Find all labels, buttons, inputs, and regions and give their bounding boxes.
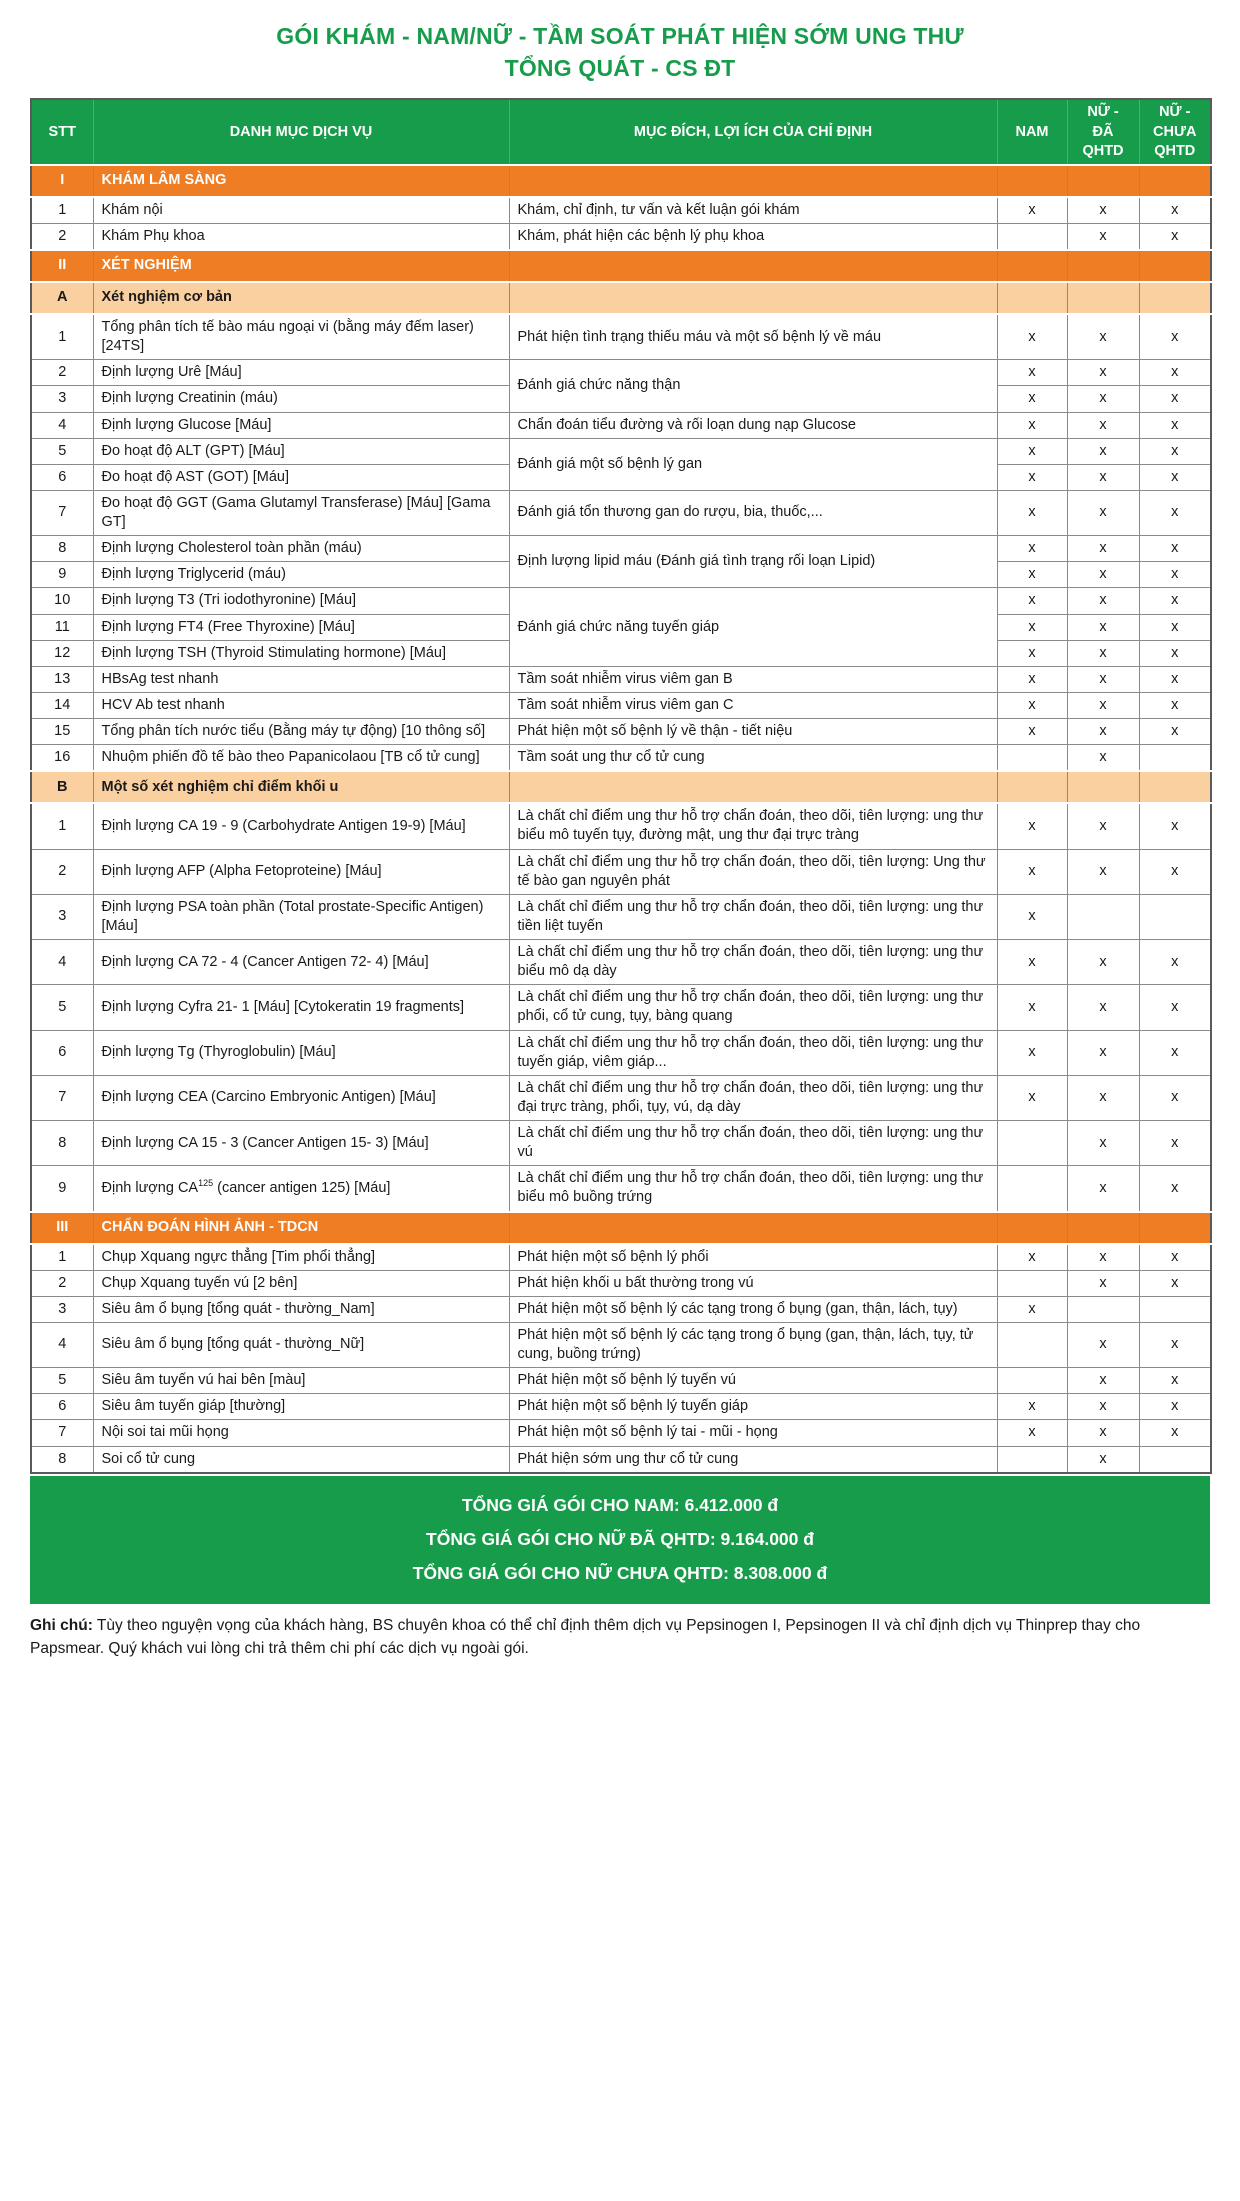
mark-cell-nu-da-qhtd: x bbox=[1067, 1030, 1139, 1075]
purpose-cell: Là chất chỉ điểm ung thư hỗ trợ chẩn đoán, theo dõi, tiên lượng: ung thư tuyến giáp, viêm giáp... bbox=[509, 1030, 997, 1075]
table-row bbox=[31, 803, 1211, 849]
mark-cell-nam bbox=[997, 1212, 1067, 1244]
mark-cell-nam: x bbox=[997, 464, 1067, 490]
mark-cell-nu-chua-qhtd bbox=[1139, 1446, 1211, 1473]
mark-cell-nu-chua-qhtd: x bbox=[1139, 1270, 1211, 1296]
mark-cell-nam: x bbox=[997, 314, 1067, 360]
mark-cell-nam: x bbox=[997, 940, 1067, 985]
row-number: 4 bbox=[31, 412, 93, 438]
mark-cell-nu-chua-qhtd: x bbox=[1139, 1166, 1211, 1212]
service-name-cell: Siêu âm tuyến vú hai bên [màu] bbox=[93, 1368, 509, 1394]
table-row bbox=[31, 1030, 1211, 1075]
service-name-cell: Định lượng CA$^{125}$ (cancer antigen 125) [Máu] bbox=[93, 1166, 509, 1212]
mark-cell-nam: x bbox=[997, 803, 1067, 849]
mark-cell-nu-da-qhtd: x bbox=[1067, 666, 1139, 692]
service-name-cell: HBsAg test nhanh bbox=[93, 666, 509, 692]
mark-cell-nam bbox=[997, 165, 1067, 197]
section-label: Một số xét nghiệm chỉ điểm khối u bbox=[93, 771, 509, 803]
total-price-nu-chua-qhtd: TỔNG GIÁ GÓI CHO NỮ CHƯA QHTD: 8.308.000 đ bbox=[412, 1562, 828, 1583]
mark-cell-nu-da-qhtd: x bbox=[1067, 1446, 1139, 1473]
mark-cell-nu-da-qhtd: x bbox=[1067, 985, 1139, 1030]
mark-cell-nu-chua-qhtd: x bbox=[1139, 849, 1211, 894]
mark-cell-nu-da-qhtd: x bbox=[1067, 536, 1139, 562]
mark-cell-nam bbox=[997, 771, 1067, 803]
mark-cell-nam bbox=[997, 1446, 1067, 1473]
col-header-stt: STT bbox=[31, 99, 93, 164]
purpose-cell: Tầm soát nhiễm virus viêm gan C bbox=[509, 692, 997, 718]
mark-cell-nu-da-qhtd: x bbox=[1067, 614, 1139, 640]
mark-cell-nam: x bbox=[997, 985, 1067, 1030]
service-name-cell: Nhuộm phiến đồ tế bào theo Papanicolaou [TB cổ tử cung] bbox=[93, 745, 509, 772]
mark-cell-nu-chua-qhtd: x bbox=[1139, 614, 1211, 640]
table-row bbox=[31, 985, 1211, 1030]
mark-cell-nu-chua-qhtd: x bbox=[1139, 314, 1211, 360]
mark-cell-nu-da-qhtd bbox=[1067, 1296, 1139, 1322]
mark-cell-nam: x bbox=[997, 640, 1067, 666]
mark-cell-nu-chua-qhtd: x bbox=[1139, 1030, 1211, 1075]
mark-cell-nu-chua-qhtd: x bbox=[1139, 1322, 1211, 1367]
row-number: 15 bbox=[31, 719, 93, 745]
service-name-cell: Định lượng Urê [Máu] bbox=[93, 360, 509, 386]
mark-cell-nu-chua-qhtd bbox=[1139, 894, 1211, 939]
mark-cell-nu-chua-qhtd: x bbox=[1139, 464, 1211, 490]
table-row bbox=[31, 536, 1211, 562]
mark-cell-nam bbox=[997, 1270, 1067, 1296]
mark-cell-nam: x bbox=[997, 588, 1067, 614]
purpose-cell: Phát hiện một số bệnh lý về thận - tiết niệu bbox=[509, 719, 997, 745]
purpose-cell: Là chất chỉ điểm ung thư hỗ trợ chẩn đoán, theo dõi, tiên lượng: ung thư biểu mô buồng trứng bbox=[509, 1166, 997, 1212]
mark-cell-nu-da-qhtd: x bbox=[1067, 719, 1139, 745]
service-name-cell: Định lượng CA 15 - 3 (Cancer Antigen 15- 3) [Máu] bbox=[93, 1121, 509, 1166]
services-table bbox=[30, 98, 1212, 1473]
service-name-cell: Nội soi tai mũi họng bbox=[93, 1420, 509, 1446]
mark-cell-nu-da-qhtd: x bbox=[1067, 438, 1139, 464]
row-number: 1 bbox=[31, 1244, 93, 1271]
mark-cell-nam: x bbox=[997, 360, 1067, 386]
mark-cell-nu-chua-qhtd bbox=[1139, 771, 1211, 803]
mark-cell-nu-chua-qhtd: x bbox=[1139, 386, 1211, 412]
mark-cell-nam: x bbox=[997, 614, 1067, 640]
row-number: 3 bbox=[31, 894, 93, 939]
purpose-cell: Phát hiện sớm ung thư cổ tử cung bbox=[509, 1446, 997, 1473]
page-title bbox=[30, 20, 1210, 84]
mark-cell-nu-da-qhtd bbox=[1067, 282, 1139, 314]
row-number: 9 bbox=[31, 562, 93, 588]
service-name-cell: Chụp Xquang tuyến vú [2 bên] bbox=[93, 1270, 509, 1296]
table-row bbox=[31, 1420, 1211, 1446]
mark-cell-nu-chua-qhtd: x bbox=[1139, 1420, 1211, 1446]
superscript: 125 bbox=[198, 1177, 214, 1188]
row-number: 2 bbox=[31, 360, 93, 386]
row-number: 2 bbox=[31, 1270, 93, 1296]
row-number: 13 bbox=[31, 666, 93, 692]
table-row bbox=[31, 940, 1211, 985]
service-name-cell: Định lượng FT4 (Free Thyroxine) [Máu] bbox=[93, 614, 509, 640]
mark-cell-nu-da-qhtd: x bbox=[1067, 940, 1139, 985]
mark-cell-nu-da-qhtd: x bbox=[1067, 360, 1139, 386]
purpose-cell: Đánh giá tổn thương gan do rượu, bia, thuốc,... bbox=[509, 490, 997, 535]
service-name-cell: Đo hoạt độ ALT (GPT) [Máu] bbox=[93, 438, 509, 464]
row-number: 3 bbox=[31, 1296, 93, 1322]
mark-cell-nu-da-qhtd: x bbox=[1067, 412, 1139, 438]
col-header-nu-da-qhtd: NỮ - ĐÃ QHTD bbox=[1067, 99, 1139, 164]
mark-cell-nam bbox=[997, 745, 1067, 772]
table-row bbox=[31, 197, 1211, 224]
mark-cell-nam: x bbox=[997, 562, 1067, 588]
mark-cell-nu-chua-qhtd: x bbox=[1139, 197, 1211, 224]
table-row bbox=[31, 894, 1211, 939]
page-title-line2: TỔNG QUÁT - CS ĐT bbox=[504, 55, 736, 82]
mark-cell-nam bbox=[997, 223, 1067, 250]
table-row bbox=[31, 719, 1211, 745]
mark-cell-nu-da-qhtd: x bbox=[1067, 197, 1139, 224]
mark-cell-nam: x bbox=[997, 719, 1067, 745]
service-name-cell: Định lượng Cholesterol toàn phần (máu) bbox=[93, 536, 509, 562]
table-row bbox=[31, 745, 1211, 772]
purpose-cell: Đánh giá một số bệnh lý gan bbox=[509, 438, 997, 490]
mark-cell-nu-da-qhtd: x bbox=[1067, 490, 1139, 535]
table-row bbox=[31, 849, 1211, 894]
mark-cell-nu-da-qhtd: x bbox=[1067, 562, 1139, 588]
purpose-cell: Phát hiện khối u bất thường trong vú bbox=[509, 1270, 997, 1296]
mark-cell-nam bbox=[997, 1322, 1067, 1367]
purpose-cell: Phát hiện một số bệnh lý tuyến giáp bbox=[509, 1394, 997, 1420]
purpose-cell: Định lượng lipid máu (Đánh giá tình trạng rối loạn Lipid) bbox=[509, 536, 997, 588]
table-row bbox=[31, 1322, 1211, 1367]
mark-cell-nu-da-qhtd bbox=[1067, 250, 1139, 282]
row-number: 6 bbox=[31, 1394, 93, 1420]
mark-cell-nam: x bbox=[997, 1244, 1067, 1271]
table-row bbox=[31, 438, 1211, 464]
table-row bbox=[31, 1075, 1211, 1120]
purpose-cell: Phát hiện một số bệnh lý tai - mũi - họng bbox=[509, 1420, 997, 1446]
row-number: 16 bbox=[31, 745, 93, 772]
mark-cell-nam: x bbox=[997, 1420, 1067, 1446]
mark-cell-nu-da-qhtd: x bbox=[1067, 464, 1139, 490]
footnote-text: Tùy theo nguyện vọng của khách hàng, BS chuyên khoa có thể chỉ định thêm dịch vụ Pepsinogen I, Pepsinogen II và chỉ định dịch vụ Thinprep thay cho Papsmear. Quý khách vui lòng chi trả thêm chi phí các dịch vụ ngoài gói. bbox=[30, 1617, 1141, 1658]
mark-cell-nu-da-qhtd: x bbox=[1067, 223, 1139, 250]
mark-cell-nam: x bbox=[997, 1394, 1067, 1420]
mark-cell-nam: x bbox=[997, 197, 1067, 224]
mark-cell-nu-da-qhtd: x bbox=[1067, 803, 1139, 849]
mark-cell-nu-chua-qhtd: x bbox=[1139, 490, 1211, 535]
section-label: CHẨN ĐOÁN HÌNH ẢNH - TDCN bbox=[93, 1212, 509, 1244]
service-name-cell: Siêu âm ổ bụng [tổng quát - thường_Nam] bbox=[93, 1296, 509, 1322]
mark-cell-nu-da-qhtd: x bbox=[1067, 588, 1139, 614]
mark-cell-nam: x bbox=[997, 666, 1067, 692]
table-row bbox=[31, 692, 1211, 718]
purpose-cell: Là chất chỉ điểm ung thư hỗ trợ chẩn đoán, theo dõi, tiên lượng: ung thư đại trực tràng, phổi, tụy, vú, dạ dày bbox=[509, 1075, 997, 1120]
service-name-cell: Định lượng PSA toàn phần (Total prostate-Specific Antigen) [Máu] bbox=[93, 894, 509, 939]
mark-cell-nu-chua-qhtd: x bbox=[1139, 1075, 1211, 1120]
col-header-nu-chua-qhtd: NỮ - CHƯA QHTD bbox=[1139, 99, 1211, 164]
table-row bbox=[31, 1244, 1211, 1271]
purpose-cell bbox=[509, 165, 997, 197]
purpose-cell: Là chất chỉ điểm ung thư hỗ trợ chẩn đoán, theo dõi, tiên lượng: ung thư biểu mô tuyến tụy, đường mật, ung thư đại trực tràng bbox=[509, 803, 997, 849]
section-label: Xét nghiệm cơ bản bbox=[93, 282, 509, 314]
table-header bbox=[31, 99, 1211, 164]
service-name-cell: Định lượng Tg (Thyroglobulin) [Máu] bbox=[93, 1030, 509, 1075]
row-number: 6 bbox=[31, 464, 93, 490]
purpose-cell: Phát hiện một số bệnh lý tuyến vú bbox=[509, 1368, 997, 1394]
purpose-cell: Đánh giá chức năng tuyến giáp bbox=[509, 588, 997, 666]
mark-cell-nu-da-qhtd: x bbox=[1067, 314, 1139, 360]
mark-cell-nu-chua-qhtd: x bbox=[1139, 536, 1211, 562]
mark-cell-nu-da-qhtd bbox=[1067, 1212, 1139, 1244]
purpose-cell bbox=[509, 250, 997, 282]
table-row bbox=[31, 1121, 1211, 1166]
service-name-cell: Tổng phân tích nước tiểu (Bằng máy tự động) [10 thông số] bbox=[93, 719, 509, 745]
section-row bbox=[31, 165, 1211, 197]
row-number: 1 bbox=[31, 803, 93, 849]
mark-cell-nu-da-qhtd: x bbox=[1067, 386, 1139, 412]
mark-cell-nu-da-qhtd: x bbox=[1067, 1394, 1139, 1420]
subsection-row bbox=[31, 282, 1211, 314]
mark-cell-nu-da-qhtd: x bbox=[1067, 1368, 1139, 1394]
mark-cell-nu-chua-qhtd bbox=[1139, 250, 1211, 282]
mark-cell-nam: x bbox=[997, 438, 1067, 464]
col-header-service: DANH MỤC DỊCH VỤ bbox=[93, 99, 509, 164]
row-number: 4 bbox=[31, 940, 93, 985]
mark-cell-nu-chua-qhtd: x bbox=[1139, 223, 1211, 250]
mark-cell-nu-da-qhtd bbox=[1067, 894, 1139, 939]
mark-cell-nu-da-qhtd bbox=[1067, 165, 1139, 197]
row-number: 5 bbox=[31, 985, 93, 1030]
mark-cell-nu-chua-qhtd: x bbox=[1139, 940, 1211, 985]
row-number: I bbox=[31, 165, 93, 197]
mark-cell-nam: x bbox=[997, 1296, 1067, 1322]
mark-cell-nu-da-qhtd: x bbox=[1067, 692, 1139, 718]
mark-cell-nam: x bbox=[997, 412, 1067, 438]
mark-cell-nu-chua-qhtd: x bbox=[1139, 588, 1211, 614]
col-header-nam: NAM bbox=[997, 99, 1067, 164]
page-title-line1: GÓI KHÁM - NAM/NỮ - TẦM SOÁT PHÁT HIỆN SỚM UNG THƯ bbox=[276, 23, 964, 49]
purpose-cell: Là chất chỉ điểm ung thư hỗ trợ chẩn đoán, theo dõi, tiên lượng: Ung thư tế bào gan nguyên phát bbox=[509, 849, 997, 894]
purpose-cell: Tầm soát nhiễm virus viêm gan B bbox=[509, 666, 997, 692]
row-number: 12 bbox=[31, 640, 93, 666]
service-name-cell: Định lượng TSH (Thyroid Stimulating hormone) [Máu] bbox=[93, 640, 509, 666]
row-number: 11 bbox=[31, 614, 93, 640]
service-name-cell: Định lượng CEA (Carcino Embryonic Antigen) [Máu] bbox=[93, 1075, 509, 1120]
purpose-cell: Đánh giá chức năng thận bbox=[509, 360, 997, 412]
row-number: 14 bbox=[31, 692, 93, 718]
mark-cell-nu-chua-qhtd: x bbox=[1139, 640, 1211, 666]
mark-cell-nu-chua-qhtd: x bbox=[1139, 985, 1211, 1030]
mark-cell-nam bbox=[997, 282, 1067, 314]
purpose-cell bbox=[509, 1212, 997, 1244]
totals-banner bbox=[30, 1476, 1210, 1604]
footnote bbox=[30, 1614, 1210, 1661]
table-row bbox=[31, 1446, 1211, 1473]
mark-cell-nam: x bbox=[997, 536, 1067, 562]
table-row bbox=[31, 490, 1211, 535]
page bbox=[30, 0, 1210, 1661]
section-row bbox=[31, 1212, 1211, 1244]
table-row bbox=[31, 1296, 1211, 1322]
mark-cell-nu-da-qhtd: x bbox=[1067, 1322, 1139, 1367]
table-row bbox=[31, 1166, 1211, 1212]
service-name-cell: Khám nội bbox=[93, 197, 509, 224]
service-name-cell: HCV Ab test nhanh bbox=[93, 692, 509, 718]
row-number: III bbox=[31, 1212, 93, 1244]
total-price-nu-da-qhtd: TỔNG GIÁ GÓI CHO NỮ ĐÃ QHTD: 9.164.000 đ bbox=[426, 1528, 814, 1549]
mark-cell-nam: x bbox=[997, 386, 1067, 412]
service-name-cell: Định lượng CA 72 - 4 (Cancer Antigen 72- 4) [Máu] bbox=[93, 940, 509, 985]
mark-cell-nu-chua-qhtd: x bbox=[1139, 562, 1211, 588]
purpose-cell: Là chất chỉ điểm ung thư hỗ trợ chẩn đoán, theo dõi, tiên lượng: ung thư phổi, cổ tử cung, tụy, bàng quang bbox=[509, 985, 997, 1030]
table-row bbox=[31, 412, 1211, 438]
purpose-cell: Phát hiện một số bệnh lý các tạng trong ổ bụng (gan, thận, lách, tụy, tử cung, buồng trứng) bbox=[509, 1322, 997, 1367]
purpose-cell: Tầm soát ung thư cổ tử cung bbox=[509, 745, 997, 772]
mark-cell-nam: x bbox=[997, 1075, 1067, 1120]
purpose-cell: Phát hiện tình trạng thiếu máu và một số bệnh lý về máu bbox=[509, 314, 997, 360]
service-name-cell: Định lượng CA 19 - 9 (Carbohydrate Antigen 19-9) [Máu] bbox=[93, 803, 509, 849]
mark-cell-nu-chua-qhtd: x bbox=[1139, 692, 1211, 718]
purpose-cell bbox=[509, 771, 997, 803]
service-name-cell: Định lượng T3 (Tri iodothyronine) [Máu] bbox=[93, 588, 509, 614]
row-number: A bbox=[31, 282, 93, 314]
mark-cell-nu-chua-qhtd: x bbox=[1139, 1121, 1211, 1166]
service-name-cell: Định lượng Glucose [Máu] bbox=[93, 412, 509, 438]
purpose-cell: Khám, phát hiện các bệnh lý phụ khoa bbox=[509, 223, 997, 250]
row-number: 8 bbox=[31, 1446, 93, 1473]
row-number: 5 bbox=[31, 438, 93, 464]
row-number: II bbox=[31, 250, 93, 282]
row-number: 6 bbox=[31, 1030, 93, 1075]
section-label: XÉT NGHIỆM bbox=[93, 250, 509, 282]
row-number: B bbox=[31, 771, 93, 803]
table-body bbox=[31, 165, 1211, 1473]
mark-cell-nu-chua-qhtd: x bbox=[1139, 1244, 1211, 1271]
mark-cell-nu-chua-qhtd bbox=[1139, 282, 1211, 314]
mark-cell-nu-chua-qhtd bbox=[1139, 165, 1211, 197]
col-header-purpose: MỤC ĐÍCH, LỢI ÍCH CỦA CHỈ ĐỊNH bbox=[509, 99, 997, 164]
row-number: 10 bbox=[31, 588, 93, 614]
service-name-cell: Định lượng Cyfra 21- 1 [Máu] [Cytokeratin 19 fragments] bbox=[93, 985, 509, 1030]
row-number: 1 bbox=[31, 197, 93, 224]
mark-cell-nu-chua-qhtd: x bbox=[1139, 666, 1211, 692]
service-name-cell: Siêu âm ổ bụng [tổng quát - thường_Nữ] bbox=[93, 1322, 509, 1367]
row-number: 2 bbox=[31, 849, 93, 894]
table-row bbox=[31, 223, 1211, 250]
purpose-cell: Chẩn đoán tiểu đường và rối loạn dung nạp Glucose bbox=[509, 412, 997, 438]
row-number: 9 bbox=[31, 1166, 93, 1212]
mark-cell-nam: x bbox=[997, 1030, 1067, 1075]
mark-cell-nu-da-qhtd: x bbox=[1067, 1121, 1139, 1166]
mark-cell-nam bbox=[997, 1121, 1067, 1166]
service-name-cell: Khám Phụ khoa bbox=[93, 223, 509, 250]
row-number: 2 bbox=[31, 223, 93, 250]
row-number: 7 bbox=[31, 1075, 93, 1120]
header-row bbox=[31, 99, 1211, 164]
total-price-nam: TỔNG GIÁ GÓI CHO NAM: 6.412.000 đ bbox=[461, 1494, 779, 1515]
table-row bbox=[31, 360, 1211, 386]
purpose-cell: Phát hiện một số bệnh lý các tạng trong ổ bụng (gan, thận, lách, tụy) bbox=[509, 1296, 997, 1322]
table-row bbox=[31, 314, 1211, 360]
mark-cell-nu-chua-qhtd: x bbox=[1139, 438, 1211, 464]
row-number: 1 bbox=[31, 314, 93, 360]
mark-cell-nu-chua-qhtd: x bbox=[1139, 1368, 1211, 1394]
row-number: 4 bbox=[31, 1322, 93, 1367]
section-row bbox=[31, 250, 1211, 282]
mark-cell-nam bbox=[997, 250, 1067, 282]
service-name-cell: Siêu âm tuyến giáp [thường] bbox=[93, 1394, 509, 1420]
purpose-cell: Khám, chỉ định, tư vấn và kết luận gói khám bbox=[509, 197, 997, 224]
purpose-cell: Là chất chỉ điểm ung thư hỗ trợ chẩn đoán, theo dõi, tiên lượng: ung thư biểu mô dạ dày bbox=[509, 940, 997, 985]
row-number: 3 bbox=[31, 386, 93, 412]
mark-cell-nu-da-qhtd: x bbox=[1067, 640, 1139, 666]
table-row bbox=[31, 666, 1211, 692]
mark-cell-nu-da-qhtd: x bbox=[1067, 849, 1139, 894]
mark-cell-nam bbox=[997, 1368, 1067, 1394]
mark-cell-nu-da-qhtd bbox=[1067, 771, 1139, 803]
row-number: 7 bbox=[31, 1420, 93, 1446]
mark-cell-nu-da-qhtd: x bbox=[1067, 1075, 1139, 1120]
row-number: 8 bbox=[31, 1121, 93, 1166]
service-name-cell: Định lượng Creatinin (máu) bbox=[93, 386, 509, 412]
mark-cell-nu-da-qhtd: x bbox=[1067, 1166, 1139, 1212]
subsection-row bbox=[31, 771, 1211, 803]
mark-cell-nam bbox=[997, 1166, 1067, 1212]
mark-cell-nu-da-qhtd: x bbox=[1067, 745, 1139, 772]
section-label: KHÁM LÂM SÀNG bbox=[93, 165, 509, 197]
service-name-cell: Đo hoạt độ AST (GOT) [Máu] bbox=[93, 464, 509, 490]
mark-cell-nam: x bbox=[997, 849, 1067, 894]
mark-cell-nu-chua-qhtd bbox=[1139, 745, 1211, 772]
mark-cell-nu-chua-qhtd: x bbox=[1139, 412, 1211, 438]
footnote-label: Ghi chú: bbox=[30, 1617, 93, 1634]
purpose-cell: Là chất chỉ điểm ung thư hỗ trợ chẩn đoán, theo dõi, tiên lượng: ung thư tiền liệt tuyến bbox=[509, 894, 997, 939]
mark-cell-nu-chua-qhtd: x bbox=[1139, 1394, 1211, 1420]
service-name-cell: Soi cổ tử cung bbox=[93, 1446, 509, 1473]
mark-cell-nu-da-qhtd: x bbox=[1067, 1244, 1139, 1271]
table-row bbox=[31, 1394, 1211, 1420]
table-row bbox=[31, 1368, 1211, 1394]
mark-cell-nam: x bbox=[997, 490, 1067, 535]
purpose-cell: Phát hiện một số bệnh lý phổi bbox=[509, 1244, 997, 1271]
mark-cell-nu-da-qhtd: x bbox=[1067, 1270, 1139, 1296]
mark-cell-nam: x bbox=[997, 692, 1067, 718]
purpose-cell bbox=[509, 282, 997, 314]
service-name-cell: Chụp Xquang ngực thẳng [Tim phổi thẳng] bbox=[93, 1244, 509, 1271]
service-name-cell: Định lượng AFP (Alpha Fetoproteine) [Máu] bbox=[93, 849, 509, 894]
mark-cell-nu-chua-qhtd bbox=[1139, 1296, 1211, 1322]
mark-cell-nu-da-qhtd: x bbox=[1067, 1420, 1139, 1446]
mark-cell-nu-chua-qhtd: x bbox=[1139, 719, 1211, 745]
purpose-cell: Là chất chỉ điểm ung thư hỗ trợ chẩn đoán, theo dõi, tiên lượng: ung thư vú bbox=[509, 1121, 997, 1166]
mark-cell-nu-chua-qhtd: x bbox=[1139, 360, 1211, 386]
mark-cell-nu-chua-qhtd bbox=[1139, 1212, 1211, 1244]
service-name-cell: Tổng phân tích tế bào máu ngoại vi (bằng máy đếm laser) [24TS] bbox=[93, 314, 509, 360]
row-number: 8 bbox=[31, 536, 93, 562]
row-number: 7 bbox=[31, 490, 93, 535]
service-name-cell: Định lượng Triglycerid (máu) bbox=[93, 562, 509, 588]
service-name-cell: Đo hoạt độ GGT (Gama Glutamyl Transferase) [Máu] [Gama GT] bbox=[93, 490, 509, 535]
row-number: 5 bbox=[31, 1368, 93, 1394]
table-row bbox=[31, 588, 1211, 614]
mark-cell-nu-chua-qhtd: x bbox=[1139, 803, 1211, 849]
table-row bbox=[31, 1270, 1211, 1296]
mark-cell-nam: x bbox=[997, 894, 1067, 939]
